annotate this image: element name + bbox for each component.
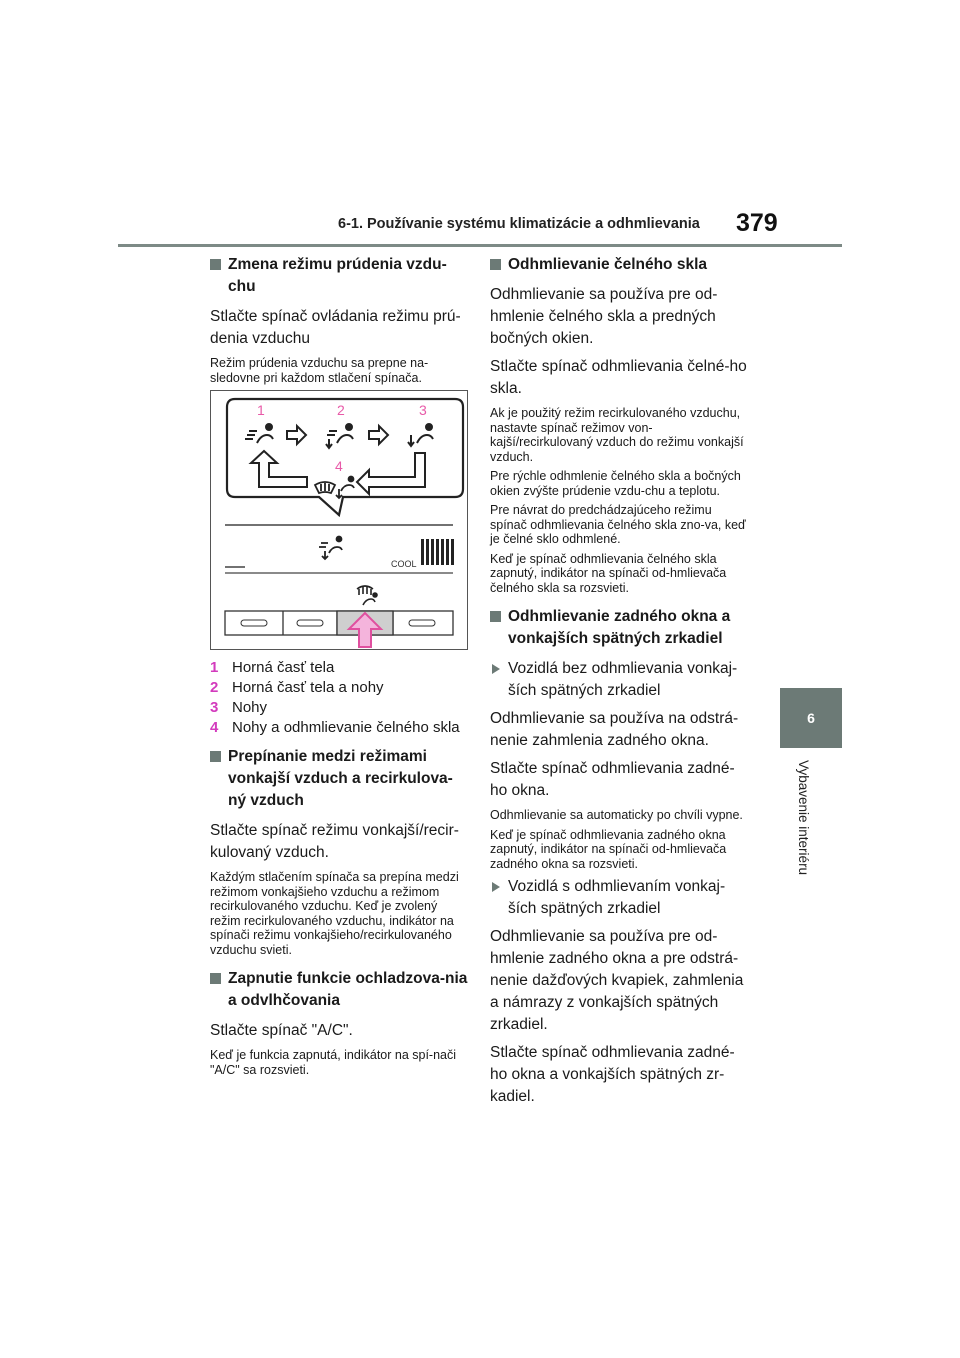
sub-heading-text: Vozidlá bez odhmlievania vonkaj-ších spätných zrkadiel — [508, 660, 738, 699]
paragraph: Odhmlievanie sa používa na odstrá-nenie zahmlenia zadného okna. — [490, 710, 739, 749]
note: Keď je spínač odhmlievania zadného okna zapnutý, indikátor na spínači od-hmlievača zadného okna sa rozsvieti. — [490, 827, 727, 871]
list-item — [210, 678, 470, 698]
note: Pre návrat do predchádzajúceho režimu spínač odhmlievania čelného skla zno-va, keď je čelné sklo odhmlené. — [490, 503, 746, 546]
note: Keď je funkcia zapnutá, indikátor na spí-nači "A/C" sa rozsvieti. — [210, 1048, 457, 1077]
section-heading-recirc — [210, 746, 470, 812]
list-number: 4 — [210, 719, 219, 736]
airflow-diagram — [211, 391, 467, 649]
paragraph: Odhmlievanie sa používa pre od-hmlenie čelného skla a predných bočných okien. — [490, 286, 718, 347]
header-rule — [118, 244, 842, 247]
heading-text: Odhmlievanie zadného okna a vonkajších spätných zrkadiel — [508, 608, 731, 647]
triangle-bullet-icon — [492, 664, 500, 674]
sub-heading-text: Vozidlá s odhmlievaním vonkaj-ších spätných zrkadiel — [508, 878, 726, 917]
section-heading-ac — [210, 968, 470, 1012]
square-bullet-icon — [210, 259, 221, 270]
paragraph: Stlačte spínač režimu vonkajší/recir-kulovaný vzduch. — [210, 822, 459, 861]
square-bullet-icon — [490, 259, 501, 270]
heading-text: Zmena režimu prúdenia vzdu-chu — [228, 256, 447, 295]
list-text: Nohy a odhmlievanie čelného skla — [232, 719, 460, 736]
sub-heading — [490, 658, 750, 702]
note: Keď je spínač odhmlievania čelného skla zapnutý, indikátor na spínači od-hmlievača čelného skla sa rozsvieti. — [490, 551, 727, 595]
mode-label-1: 1 — [257, 402, 265, 418]
right-column — [490, 254, 750, 1114]
note: Každým stlačením spínača sa prepína medzi režimom vonkajšieho vzduchu a režimom recirkulovaného vzduchu. Keď je zvolený režim recirkulovaného vzduchu, indikátor na spínači režimu vonkajšieho/recirkulovaného vzduchu svieti. — [210, 870, 459, 957]
list-number: 2 — [210, 679, 219, 696]
note: Pre rýchle odhmlenie čelného skla a bočných okien zvýšte prúdenie vzdu-chu a teplotu. — [490, 469, 741, 498]
square-bullet-icon — [210, 751, 221, 762]
list-text: Horná časť tela — [232, 659, 335, 676]
note: Režim prúdenia vzduchu sa prepne na-sledovne pri každom stlačení spínača. — [210, 356, 429, 385]
mode-label-4: 4 — [335, 458, 343, 474]
chapter-number: 6 — [807, 710, 815, 726]
sub-heading — [490, 876, 750, 920]
page-number: 379 — [736, 209, 778, 237]
list-text: Horná časť tela a nohy — [232, 679, 384, 696]
chapter-tab — [780, 688, 842, 748]
heading-text: Prepínanie medzi režimami vonkajší vzduch a recirkulova-ný vzduch — [228, 748, 453, 809]
list-item — [210, 658, 470, 678]
heading-text: Odhmlievanie čelného skla — [508, 256, 707, 273]
section-heading-airflow — [210, 254, 470, 298]
list-text: Nohy — [232, 699, 268, 716]
section-heading-windshield — [490, 254, 750, 276]
paragraph: Stlačte spínač odhmlievania zadné-ho okna a vonkajších spätných zr-kadiel. — [490, 1044, 735, 1105]
paragraph: Odhmlievanie sa používa pre od-hmlenie zadného okna a pre odstrá-nenie dažďových kvapiek, zahmlenia a námrazy z vonkajších spätných zrkadiel. — [490, 928, 744, 1033]
mode-list — [210, 658, 470, 738]
list-item — [210, 718, 470, 738]
heading-text: Zapnutie funkcie ochladzova-nia a odvlhčovania — [228, 970, 468, 1009]
paragraph: Stlačte spínač odhmlievania zadné-ho okna. — [490, 760, 735, 799]
chapter-label: Vybavenie interiéru — [796, 760, 811, 876]
paragraph: Stlačte spínač ovládania režimu prú-denia vzduchu — [210, 308, 461, 347]
airflow-mode-icon — [319, 537, 342, 560]
paragraph: Stlačte spínač "A/C". — [210, 1022, 353, 1039]
mode-label-3: 3 — [419, 402, 427, 418]
square-bullet-icon — [210, 973, 221, 984]
header-title: 6-1. Používanie systému klimatizácie a odhmlievania — [338, 216, 700, 232]
square-bullet-icon — [490, 611, 501, 622]
note: Ak je použitý režim recirkulovaného vzduchu, nastavte spínač režimov von-kajší/recirkulovaný vzduch do režimu vonkajší vzduch. — [490, 406, 744, 464]
list-number: 1 — [210, 659, 219, 676]
mode-label-2: 2 — [337, 402, 345, 418]
list-item — [210, 698, 470, 718]
cool-label: COOL — [391, 559, 417, 569]
left-column — [210, 254, 470, 1082]
airflow-figure — [210, 390, 468, 650]
fan-level-bars — [421, 539, 454, 565]
note: Odhmlievanie sa automaticky po chvíli vypne. — [490, 808, 743, 822]
section-heading-rear-window — [490, 606, 750, 650]
mode-button-icon — [357, 586, 377, 605]
paragraph: Stlačte spínač odhmlievania čelné-ho skla. — [490, 358, 747, 397]
triangle-bullet-icon — [492, 882, 500, 892]
list-number: 3 — [210, 699, 219, 716]
